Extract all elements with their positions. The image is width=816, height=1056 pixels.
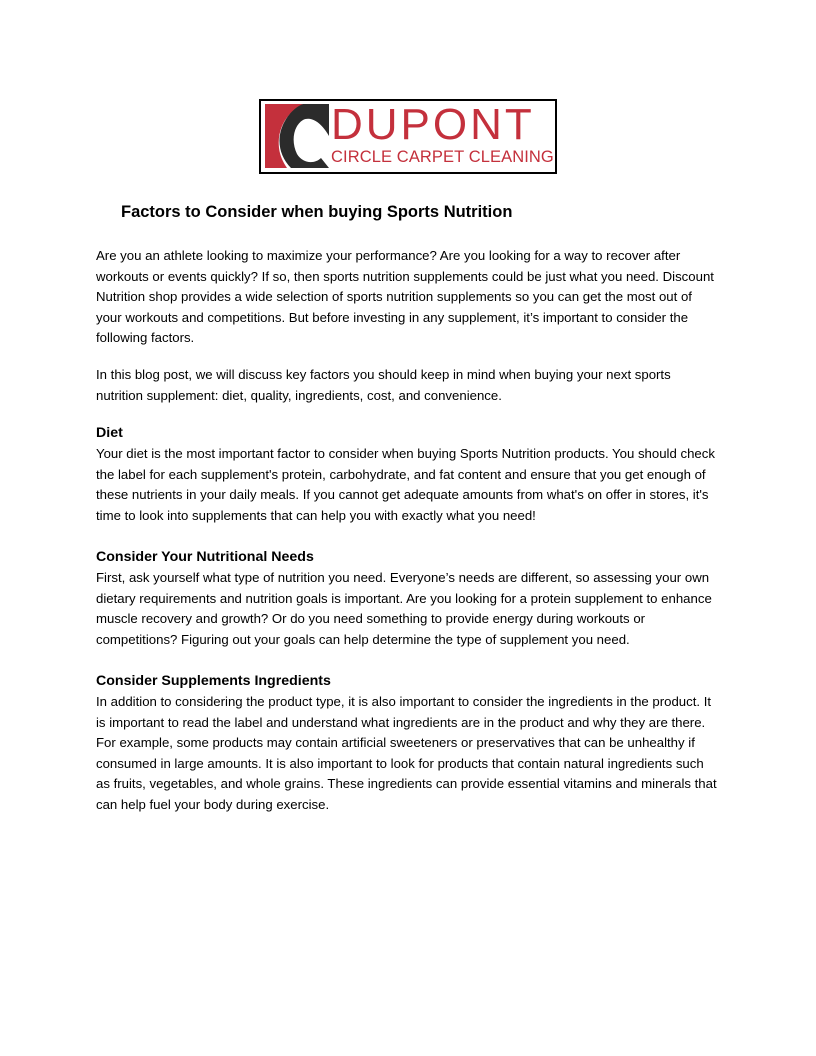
intro-paragraph-2: In this blog post, we will discuss key factors you should keep in mind when buying your next sports nutrition supplement: diet, quality, ingredients, cost, and convenience. (96, 367, 671, 404)
intro-paragraph-1: Are you an athlete looking to maximize your performance? Are you looking for a way to recover after workouts or events quickly? If so, then sports nutrition supplements could be just what you need. Discount Nutrition shop provides a wide selection of sports nutrition supplements so you can get the most out of your workouts and competitions. But before investing in any supplement, it’s important to consider the following factors. (96, 248, 714, 346)
section-heading-diet: Diet (96, 425, 123, 442)
page-title: Factors to Consider when buying Sports Nutrition (121, 203, 513, 221)
section-body-ingredients: In addition to considering the product type, it is also important to consider the ingredients in the product. It is important to read the label and understand what ingredients are in the product and why they are there. For example, some products may contain artificial sweeteners or preservatives that can be unhealthy if consumed in large amounts. It is also important to look for products that contain natural ingredients such as fruits, vegetables, and whole grains. These ingredients can provide essential vitamins and minerals that can help fuel your body during exercise. (96, 693, 717, 812)
section-heading-ingredients: Consider Supplements Ingredients (96, 672, 331, 689)
logo-tagline: CIRCLE CARPET CLEANING (331, 148, 554, 166)
section-body-diet: Your diet is the most important factor to consider when buying Sports Nutrition products. You should check the label for each supplement's protein, carbohydrate, and fat content and ensure that you get enough of these nutrients in your daily meals. If you cannot get adequate amounts from what's on offer in stores, it's time to look into supplements that can help you with exactly what you need! (96, 446, 715, 523)
section-heading-nutritional-needs: Consider Your Nutritional Needs (96, 549, 314, 566)
company-logo (259, 99, 557, 174)
article-body (96, 246, 720, 815)
logo-mark-icon (263, 102, 331, 172)
section-body-nutritional-needs: First, ask yourself what type of nutrition you need. Everyone’s needs are different, so assessing your own dietary requirements and nutrition goals is important. Are you looking for a protein supplement to enhance muscle recovery and growth? Or do you need something to provide energy during workouts or competitions? Figuring out your goals can help determine the type of supplement you need. (96, 570, 712, 647)
logo-wordmark: DUPONT (331, 100, 535, 149)
